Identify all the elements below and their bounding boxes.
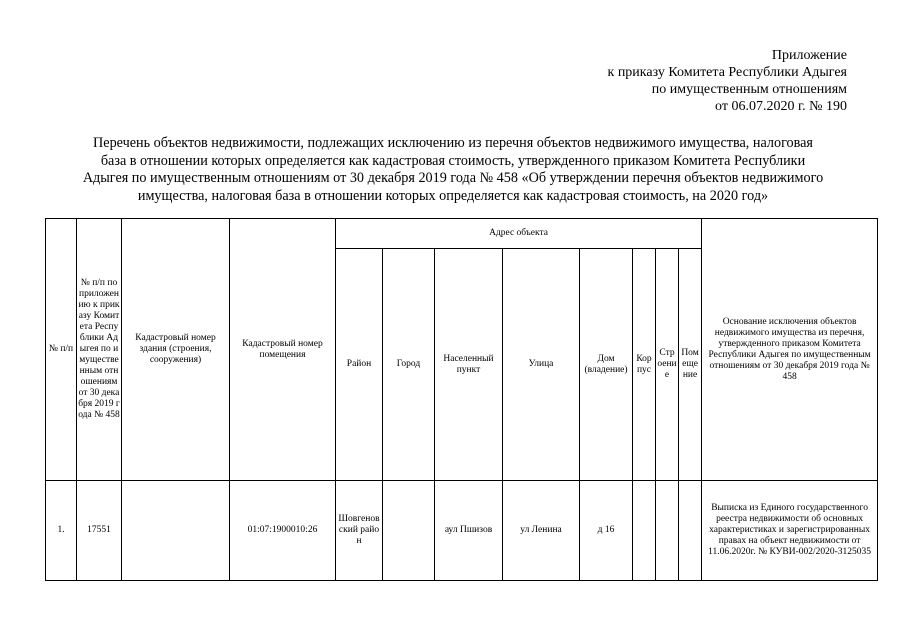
header-cad-room: Кадастровый номер помещения — [230, 219, 336, 481]
header-locality: Населенный пункт — [435, 249, 503, 481]
header-city: Город — [383, 249, 435, 481]
header-building: Строение — [656, 249, 679, 481]
cell-num: 1. — [46, 481, 77, 581]
header-district: Район — [336, 249, 383, 481]
cell-district: Шовгеновский район — [336, 481, 383, 581]
header-cad-building: Кадастровый номер здания (строения, сооружения) — [122, 219, 230, 481]
table-row — [46, 481, 878, 581]
title-line: Перечень объектов недвижимости, подлежащих исключению из перечня объектов недвижимого имущества, налоговая — [93, 135, 813, 151]
appendix-block — [608, 47, 847, 115]
objects-table — [45, 218, 878, 581]
cell-locality: аул Пшизов — [435, 481, 503, 581]
cell-basis: Выписка из Единого государственного реестра недвижимости об основных характеристиках и зарегистрированных правах на объект недвижимости от 11.06.2020г. № КУВИ-002/2020-3125035 — [702, 481, 878, 581]
cell-house: д 16 — [580, 481, 633, 581]
header-address-group: Адрес объекта — [336, 219, 702, 249]
cell-korpus — [633, 481, 656, 581]
header-street: Улица — [503, 249, 580, 481]
title-line: Адыгея по имущественным отношениям от 30 декабря 2019 года № 458 «Об утверждении перечня объектов недвижимого — [82, 170, 824, 186]
cell-cad-room: 01:07:1900010:26 — [230, 481, 336, 581]
appendix-line: по имущественным отношениям — [651, 82, 847, 97]
document-title — [40, 135, 866, 205]
cell-street: ул Ленина — [503, 481, 580, 581]
appendix-line: Приложение — [771, 48, 847, 63]
appendix-line: от 06.07.2020 г. № 190 — [715, 99, 847, 114]
cell-num-appendix: 17551 — [77, 481, 122, 581]
title-line: база в отношении которых определяется как кадастровая стоимость, утвержденного приказом Комитета Республики — [100, 152, 806, 169]
cell-building — [656, 481, 679, 581]
cell-city — [383, 481, 435, 581]
header-basis: Основание исключения объектов недвижимого имущества из перечня, утвержденного приказом Комитета Республики Адыгея по имущественным отношениям от 30 декабря 2019 года № 458 — [702, 219, 878, 481]
header-house: Дом (владение) — [580, 249, 633, 481]
header-num-appendix: № п/п по приложению к приказу Комитета Республики Адыгея по имущественным отношениям от 30 декабря 2019 года № 458 — [77, 219, 122, 481]
cell-room — [679, 481, 702, 581]
header-korpus: Корпус — [633, 249, 656, 481]
header-num: № п/п — [46, 219, 77, 481]
title-line: имущества, налоговая база в отношении которых определяется как кадастровая стоимость, на 2020 год» — [137, 187, 769, 204]
cell-cad-building — [122, 481, 230, 581]
appendix-line: к приказу Комитета Республики Адыгея — [607, 65, 847, 80]
header-room: Помещение — [679, 249, 702, 481]
